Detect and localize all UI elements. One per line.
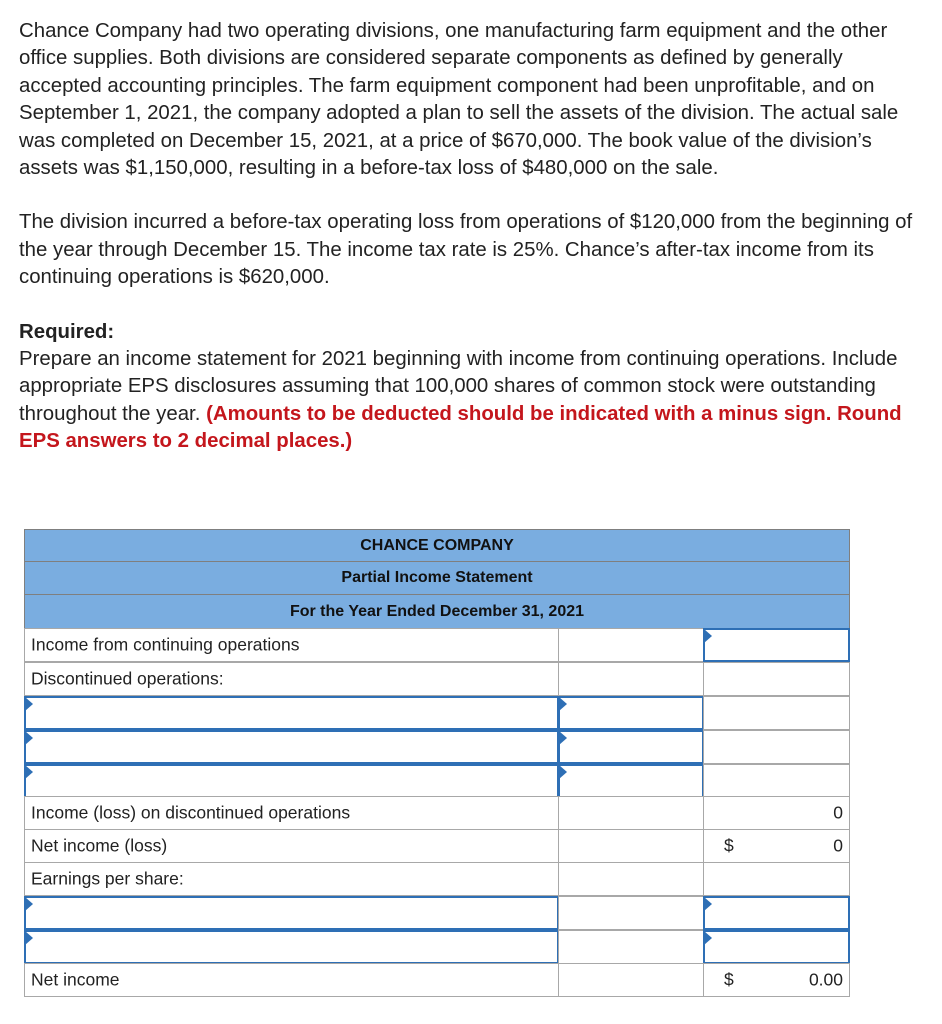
continuing-label: Income from continuing operations [31,634,300,655]
net-income-currency: $ [724,835,734,856]
discontinued-item-3-amount-input[interactable] [558,764,704,798]
row-continuing [24,628,850,662]
row-discontinued-item-1 [24,696,850,730]
eps-item-2-amount-input[interactable] [703,930,850,964]
eps-net-income-label: Net income [31,969,120,990]
discontinued-total-label: Income (loss) on discontinued operations [31,802,351,823]
row-eps-net-income [24,963,850,997]
statement-company: CHANCE COMPANY [24,529,850,562]
row-eps-item-1 [24,896,850,930]
row-eps-heading [24,862,850,896]
discontinued-item-2-label-input[interactable] [24,730,559,764]
discontinued-item-3-label-input[interactable] [24,764,559,798]
row-discontinued-item-2 [24,730,850,764]
instruction-red: (Amounts to be deducted should be indicated with a minus sign. Round EPS answers to 2 decimal places.) [19,402,902,453]
eps-net-income-value: 0.00 [808,969,843,990]
row-net-income [24,829,850,863]
eps-item-1-amount-input[interactable] [703,896,850,930]
row-discontinued-total [24,796,850,830]
eps-item-1-label-input[interactable] [24,896,559,930]
required-heading: Required: [19,320,115,343]
eps-heading-label: Earnings per share: [31,868,184,889]
continuing-amount-input[interactable] [703,628,850,662]
required-text [19,346,924,456]
eps-item-2-label-input[interactable] [24,930,559,964]
required-body: Prepare an income statement for 2021 beginning with income from continuing operations. Include appropriate EPS disclosures assuming that 100,000 shares of common stock were outstanding throughout the year. [19,348,898,425]
statement-title: Partial Income Statement [24,561,850,595]
problem-paragraph-1: Chance Company had two operating divisions, one manufacturing farm equipment and the other office supplies. Both divisions are considered separate components as defined by generally accepted accounting principles. The farm equipment component had been unprofitable, and on September 1, 2021, the company adopted a plan to sell the assets of the division. The actual sale was completed on December 15, 2021, at a price of $670,000. The book value of the division’s assets was $1,150,000, resulting in a before-tax loss of $480,000 on the sale. [19,20,899,180]
row-eps-item-2 [24,930,850,964]
eps-net-income-currency: $ [724,969,734,990]
discontinued-item-2-amount-input[interactable] [558,730,704,764]
net-income-label: Net income (loss) [31,835,168,856]
row-discontinued-heading [24,662,850,696]
statement-period: For the Year Ended December 31, 2021 [24,594,850,629]
net-income-value: 0 [833,835,843,856]
discontinued-total-value: 0 [833,802,843,823]
discontinued-item-1-label-input[interactable] [24,696,559,730]
row-discontinued-item-3 [24,764,850,798]
discontinued-item-1-amount-input[interactable] [558,696,704,730]
discontinued-heading-label: Discontinued operations: [31,668,224,689]
problem-paragraph-2: The division incurred a before-tax operating loss from operations of $120,000 from the beginning of the year through December 15. The income tax rate is 25%. Chance’s after-tax income from its continuing operations is $620,000. [19,211,913,289]
problem-text [19,18,924,456]
